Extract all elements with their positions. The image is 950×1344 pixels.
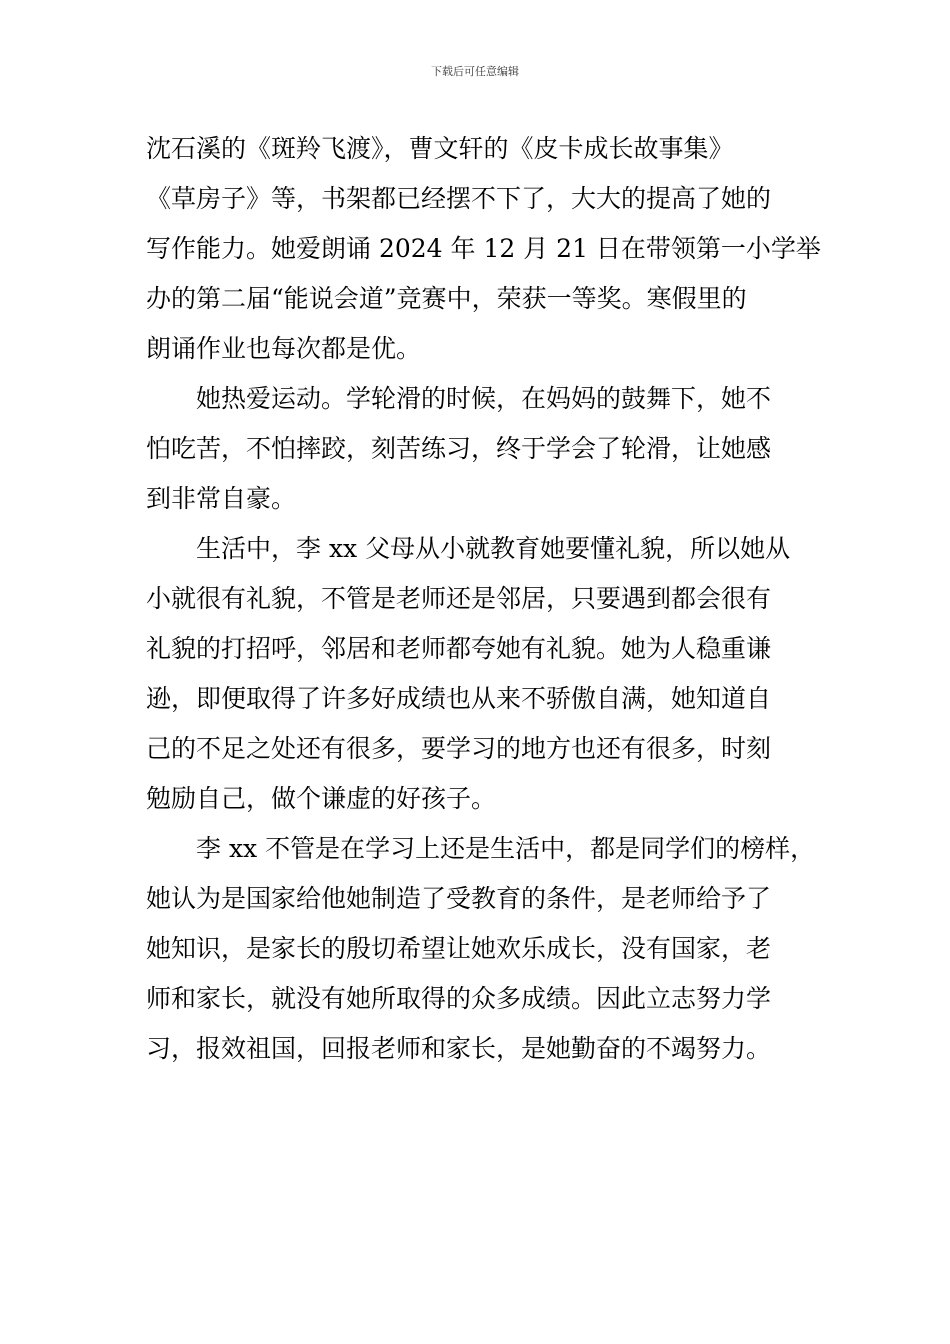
text-line: 她热爱运动。学轮滑的时候，在妈妈的鼓舞下，她不	[196, 384, 772, 413]
text-line: 小就很有礼貌，不管是老师还是邻居，只要遇到都会很有	[146, 584, 772, 613]
paragraph-reading	[146, 124, 832, 374]
text-line: 师和家长，就没有她所取得的众多成绩。因此立志努力学	[146, 984, 772, 1013]
text-line: 怕吃苦，不怕摔跤，刻苦练习，终于学会了轮滑，让她感	[146, 434, 772, 463]
text-line: 逊，即便取得了许多好成绩也从来不骄傲自满，她知道自	[146, 684, 772, 713]
text-line: 礼貌的打招呼，邻居和老师都夸她有礼貌。她为人稳重谦	[146, 634, 772, 663]
text-line: 到非常自豪。	[146, 484, 297, 513]
page-header-note: 下载后可任意编辑	[431, 65, 519, 78]
text-line: 勉励自己，做个谦虚的好孩子。	[146, 784, 497, 813]
paragraph-role-model	[146, 824, 832, 1074]
document-body	[146, 124, 832, 1074]
text-line: 李 xx 不管是在学习上还是生活中，都是同学们的榜样，	[196, 834, 816, 863]
paragraph-manners	[146, 524, 832, 824]
text-line: 她认为是国家给他她制造了受教育的条件，是老师给予了	[146, 884, 772, 913]
text-line: 《草房子》等，书架都已经摆不下了，大大的提高了她的	[146, 184, 772, 213]
paragraph-sports	[146, 374, 832, 524]
text-line: 沈石溪的《斑羚飞渡》，曹文轩的《皮卡成长故事集》	[146, 134, 734, 163]
text-line: 己的不足之处还有很多，要学习的地方也还有很多，时刻	[146, 734, 772, 763]
text-line: 她知识，是家长的殷切希望让她欢乐成长，没有国家，老	[146, 934, 772, 963]
text-line: 写作能力。她爱朗诵 2024 年 12 月 21 日在带领第一小学举	[146, 234, 821, 263]
text-line: 朗诵作业也每次都是优。	[146, 334, 422, 363]
text-line: 习，报效祖国，回报老师和家长，是她勤奋的不竭努力。	[146, 1034, 772, 1063]
text-line: 办的第二届“能说会道”竞赛中，荣获一等奖。寒假里的	[146, 284, 747, 313]
text-line: 生活中，李 xx 父母从小就教育她要懂礼貌，所以她从	[196, 534, 791, 563]
